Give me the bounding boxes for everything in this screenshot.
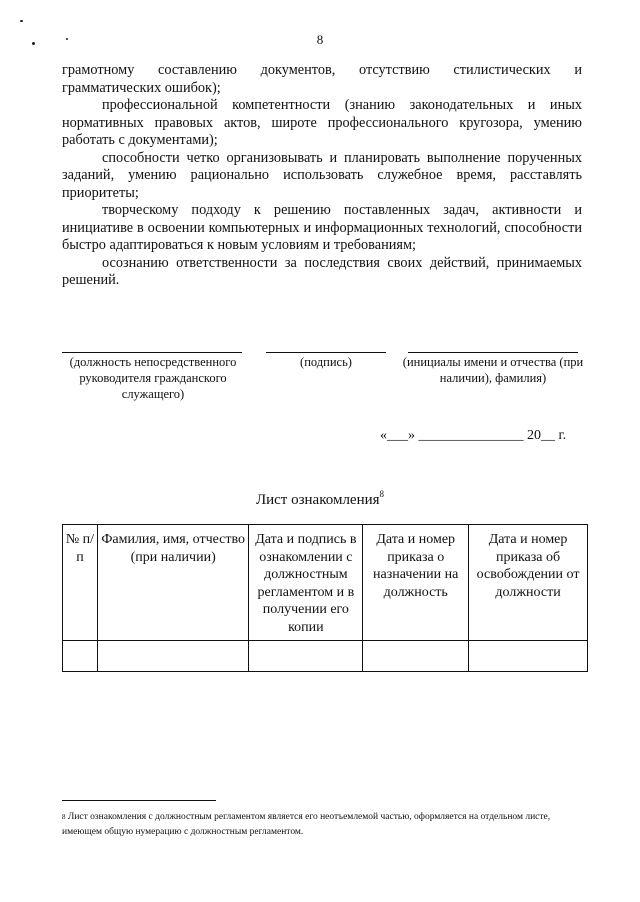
paragraph: осознанию ответственности за последствия своих действий, принимаемых решений.: [62, 254, 582, 288]
table-cell: [363, 641, 469, 672]
paragraph: творческому подходу к решению поставленных задач, активности и инициативе в освоении компьютерных и информационных технологий, способности быстро адаптироваться к новым условиям и требованиям;: [62, 202, 582, 253]
acquaintance-sheet-title: [0, 489, 640, 509]
table-cell: [249, 641, 363, 672]
title-text: Лист ознакомления: [255, 492, 380, 508]
table-cell: [63, 641, 98, 672]
table-row: [63, 641, 588, 672]
scan-speck: [20, 20, 23, 22]
paragraph: профессиональной компетентности (знанию законодательных и иных нормативных правовых актов, широте профессионального кругозора, умению работать с документами);: [62, 97, 582, 148]
position-caption: (должность непосредственного руководителя гражданского служащего): [69, 355, 237, 401]
col-header-full-name: Фамилия, имя, отчество (при наличии): [97, 525, 249, 641]
col-header-number: № п/п: [63, 525, 98, 641]
col-header-acquaintance-date: Дата и подпись в ознакомлении с должностным регламентом и в получении его копии: [249, 525, 363, 641]
footnote-separator: [62, 800, 216, 801]
signature-caption: (подпись): [300, 355, 352, 369]
body-text: [62, 62, 582, 290]
footnote: [62, 810, 582, 840]
name-signature-line: [408, 352, 578, 353]
acquaintance-table: [62, 524, 588, 672]
footnote-ref: 8: [379, 489, 385, 499]
date-line: «___» _______________ 20__ г.: [380, 428, 567, 443]
position-signature-line: [62, 352, 242, 353]
col-header-dismissal-order: Дата и номер приказа об освобождении от должности: [469, 525, 588, 641]
table-header-row: [63, 525, 588, 641]
footnote-text: Лист ознакомления с должностным регламентом является его неотъемлемой частью, оформляется на отдельном листе, имеющем общую нумерацию с должностным регламентом.: [62, 812, 551, 837]
paragraph: способности четко организовывать и планировать выполнение порученных заданий, умению рационально использовать служебное время, расставлять приоритеты;: [62, 149, 582, 201]
table-cell: [97, 641, 249, 672]
footnote-mark: 8: [62, 813, 66, 821]
name-caption: (инициалы имени и отчества (при наличии), фамилия): [402, 355, 584, 385]
page-number: 8: [316, 32, 324, 47]
col-header-appointment-order: Дата и номер приказа о назначении на должность: [363, 525, 469, 641]
paragraph: грамотному составлению документов, отсутствию стилистических и грамматических ошибок);: [62, 62, 582, 96]
table-cell: [469, 641, 588, 672]
signature-line: [266, 352, 386, 353]
